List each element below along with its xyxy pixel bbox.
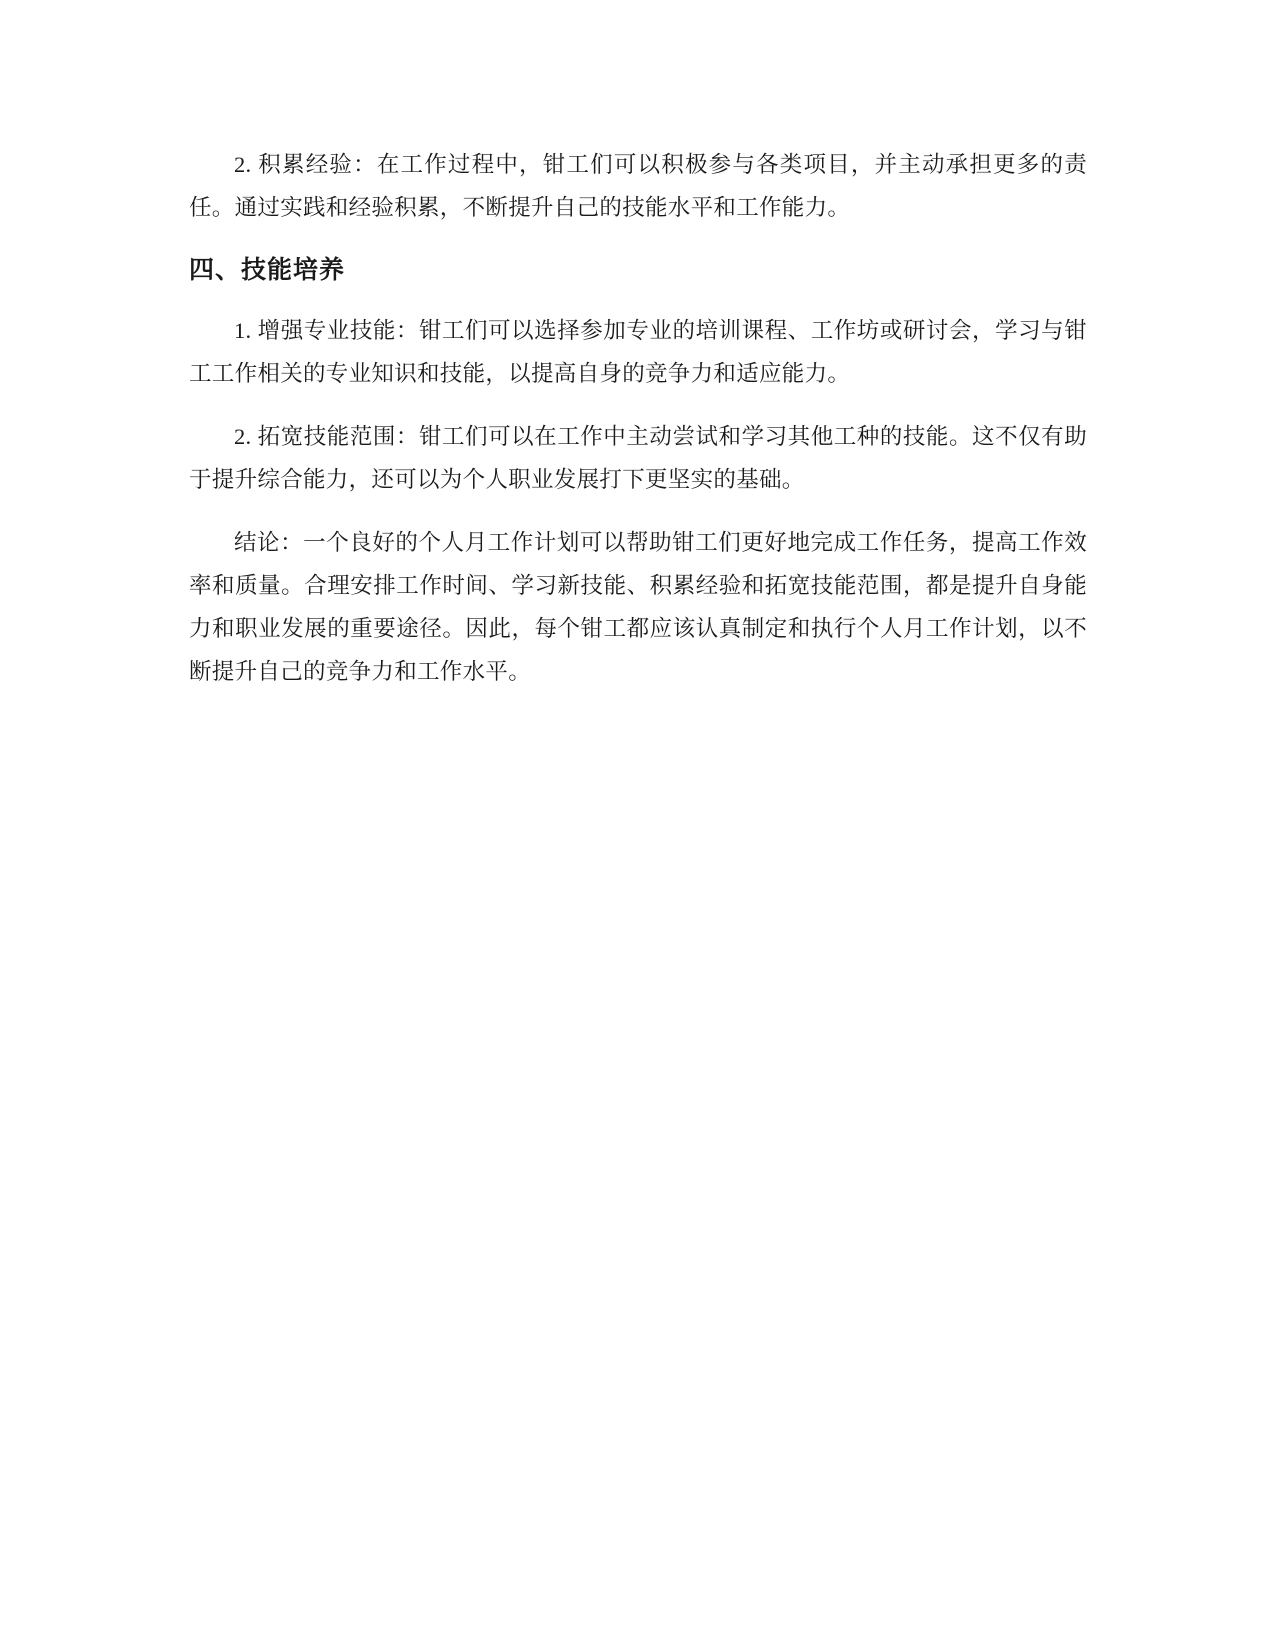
document-body [189, 143, 1087, 713]
paragraph-conclusion: 结论：一个良好的个人月工作计划可以帮助钳工们更好地完成工作任务，提高工作效率和质量。合理安排工作时间、学习新技能、积累经验和拓宽技能范围，都是提升自身能力和职业发展的重要途径。因此，每个钳工都应该认真制定和执行个人月工作计划，以不断提升自己的竞争力和工作水平。 [189, 530, 1087, 684]
paragraph-broaden-skills: 2. 拓宽技能范围：钳工们可以在工作中主动尝试和学习其他工种的技能。这不仅有助于提升综合能力，还可以为个人职业发展打下更坚实的基础。 [189, 424, 1087, 492]
paragraph-enhance-skills: 1. 增强专业技能：钳工们可以选择参加专业的培训课程、工作坊或研讨会，学习与钳工工作相关的专业知识和技能，以提高自身的竞争力和适应能力。 [189, 318, 1087, 386]
section-heading-skill-training: 四、技能培养 [189, 256, 346, 284]
paragraph-accumulate-experience: 2. 积累经验：在工作过程中，钳工们可以积极参与各类项目，并主动承担更多的责任。通过实践和经验积累，不断提升自己的技能水平和工作能力。 [189, 152, 1087, 220]
